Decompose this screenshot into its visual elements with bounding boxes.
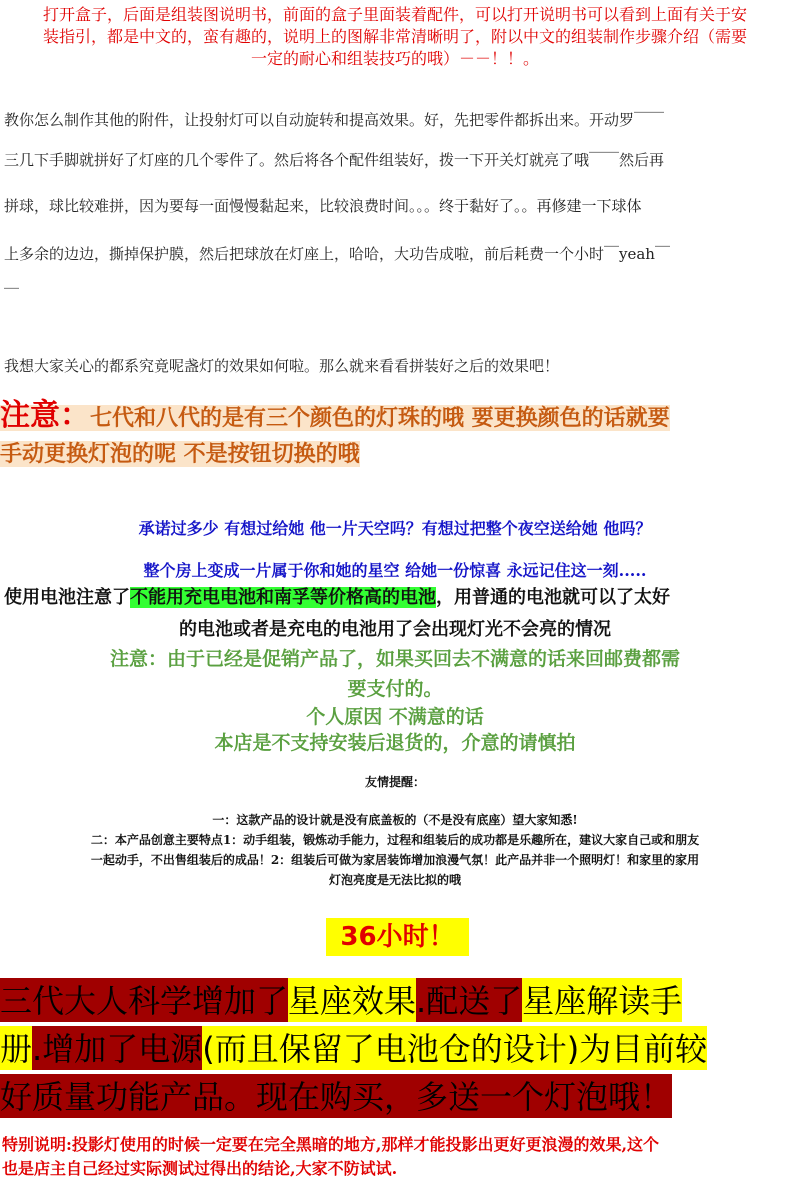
policy-line-2: 要支付的。 <box>347 678 443 700</box>
intro-line-2: 装指引，都是中文的，蛮有趣的，说明上的图解非常清晰明了，附以中文的组装制作步骤介绍（需要 <box>42 27 747 46</box>
promo-1b: 星座效果 <box>288 978 416 1022</box>
battery-prefix: 使用电池注意了 <box>4 587 130 608</box>
promise-line-2: 整个房上变成一片属于你和她的星空 给她一份惊喜 永远记住这一刻..... <box>143 561 647 580</box>
promo-2b: .增加了电源 <box>32 1026 202 1070</box>
policy-line-3: 个人原因 不满意的话 <box>306 706 484 728</box>
story-line-1: 教你怎么制作其他的附件，让投射灯可以自动旋转和提高效果。好，先把零件都拆出来。开动罗￣￣ <box>4 111 665 129</box>
promo-line-1 <box>0 978 682 1024</box>
promo-2c: (而且保留了电池仓的设计)为目前较 <box>202 1026 707 1070</box>
battery-suffix: ，用普通的电池就可以了太好 <box>436 587 670 608</box>
tips-line-2: 二：本产品创意主要特点1：动手组装，锻炼动手能力，过程和组装后的成功都是乐趣所在，建议大家自己或和朋友 <box>90 833 700 847</box>
tips-line-1: 一：这款产品的设计就是没有底盖板的（不是没有底座）望大家知悉! <box>212 813 578 827</box>
policy-line-4: 本店是不支持安装后退货的，介意的请慎拍 <box>214 732 576 754</box>
story-line-5: ￣ <box>4 287 20 305</box>
promo-1d: 星座解读手 <box>522 978 682 1022</box>
policy-block <box>0 644 790 756</box>
notice-text-1: 七代和八代的是有三个颜色的灯珠的哦 要更换颜色的话就要 <box>90 405 670 431</box>
promo-1c: .配送了 <box>416 978 522 1022</box>
intro-line-3: 一定的耐心和组装技巧的哦）－－！！。 <box>250 49 539 68</box>
notice-block <box>0 398 790 472</box>
promo-2a: 册 <box>0 1026 32 1070</box>
story-line-2: 三几下手脚就拼好了灯座的几个零件了。然后将各个配件组装好，拨一下开关灯就亮了哦￣￣然后再 <box>4 151 665 169</box>
promo-1a: 三代大人科学增加了 <box>0 978 288 1022</box>
tips-title: 友情提醒： <box>364 775 425 789</box>
special-line-2: 也是店主自己经过实际测试过得出的结论,大家不防试试. <box>2 1159 398 1178</box>
promo-line-3 <box>0 1074 672 1120</box>
notice-text-2: 手动更换灯泡的呢 不是按钮切换的哦 <box>0 441 360 467</box>
hours-badge: 36小时！ <box>326 918 469 956</box>
story-line-4: 上多余的边边，撕掉保护膜，然后把球放在灯座上，哈哈，大功告成啦，前后耗费一个小时￣yeah￣ <box>4 245 670 263</box>
promo-line-2 <box>0 1026 707 1072</box>
policy-line-1: 注意：由于已经是促销产品了，如果买回去不满意的话来回邮费都需 <box>109 648 680 670</box>
promo-3a: 好质量功能产品。现在购买，多送一个灯泡哦！ <box>0 1074 672 1118</box>
special-note <box>0 1133 790 1181</box>
battery-notice <box>4 582 790 646</box>
intro-paragraph <box>0 4 790 70</box>
notice-label: 注意： <box>0 398 90 433</box>
battery-highlight: 不能用充电电池和南孚等价格高的电池 <box>130 587 436 608</box>
promise-line-1: 承诺过多少 有想过给她 他一片天空吗？有想过把整个夜空送给她 他吗？ <box>138 519 652 538</box>
special-line-1: 特别说明:投影灯使用的时候一定要在完全黑暗的地方,那样才能投影出更好更浪漫的效果,这个 <box>2 1135 660 1154</box>
battery-line-2: 的电池或者是充电的电池用了会出现灯光不会亮的情况 <box>179 619 611 640</box>
tips-line-3: 一起动手，不出售组装后的成品！2：组装后可做为家居装饰增加浪漫气氛！此产品并非一个照明灯！和家里的家用 <box>90 853 700 867</box>
intro-line-1: 打开盒子，后面是组装图说明书，前面的盒子里面装着配件，可以打开说明书可以看到上面有关于安 <box>42 5 747 24</box>
tips-line-4: 灯泡亮度是无法比拟的哦 <box>328 873 461 887</box>
story-line-3: 拼球，球比较难拼，因为要每一面慢慢黏起来，比较浪费时间。。。终于黏好了。。再修建一下球体 <box>4 197 642 215</box>
story-line-6: 我想大家关心的都系究竟呢盏灯的效果如何啦。那么就来看看拼装好之后的效果吧！ <box>4 357 560 375</box>
